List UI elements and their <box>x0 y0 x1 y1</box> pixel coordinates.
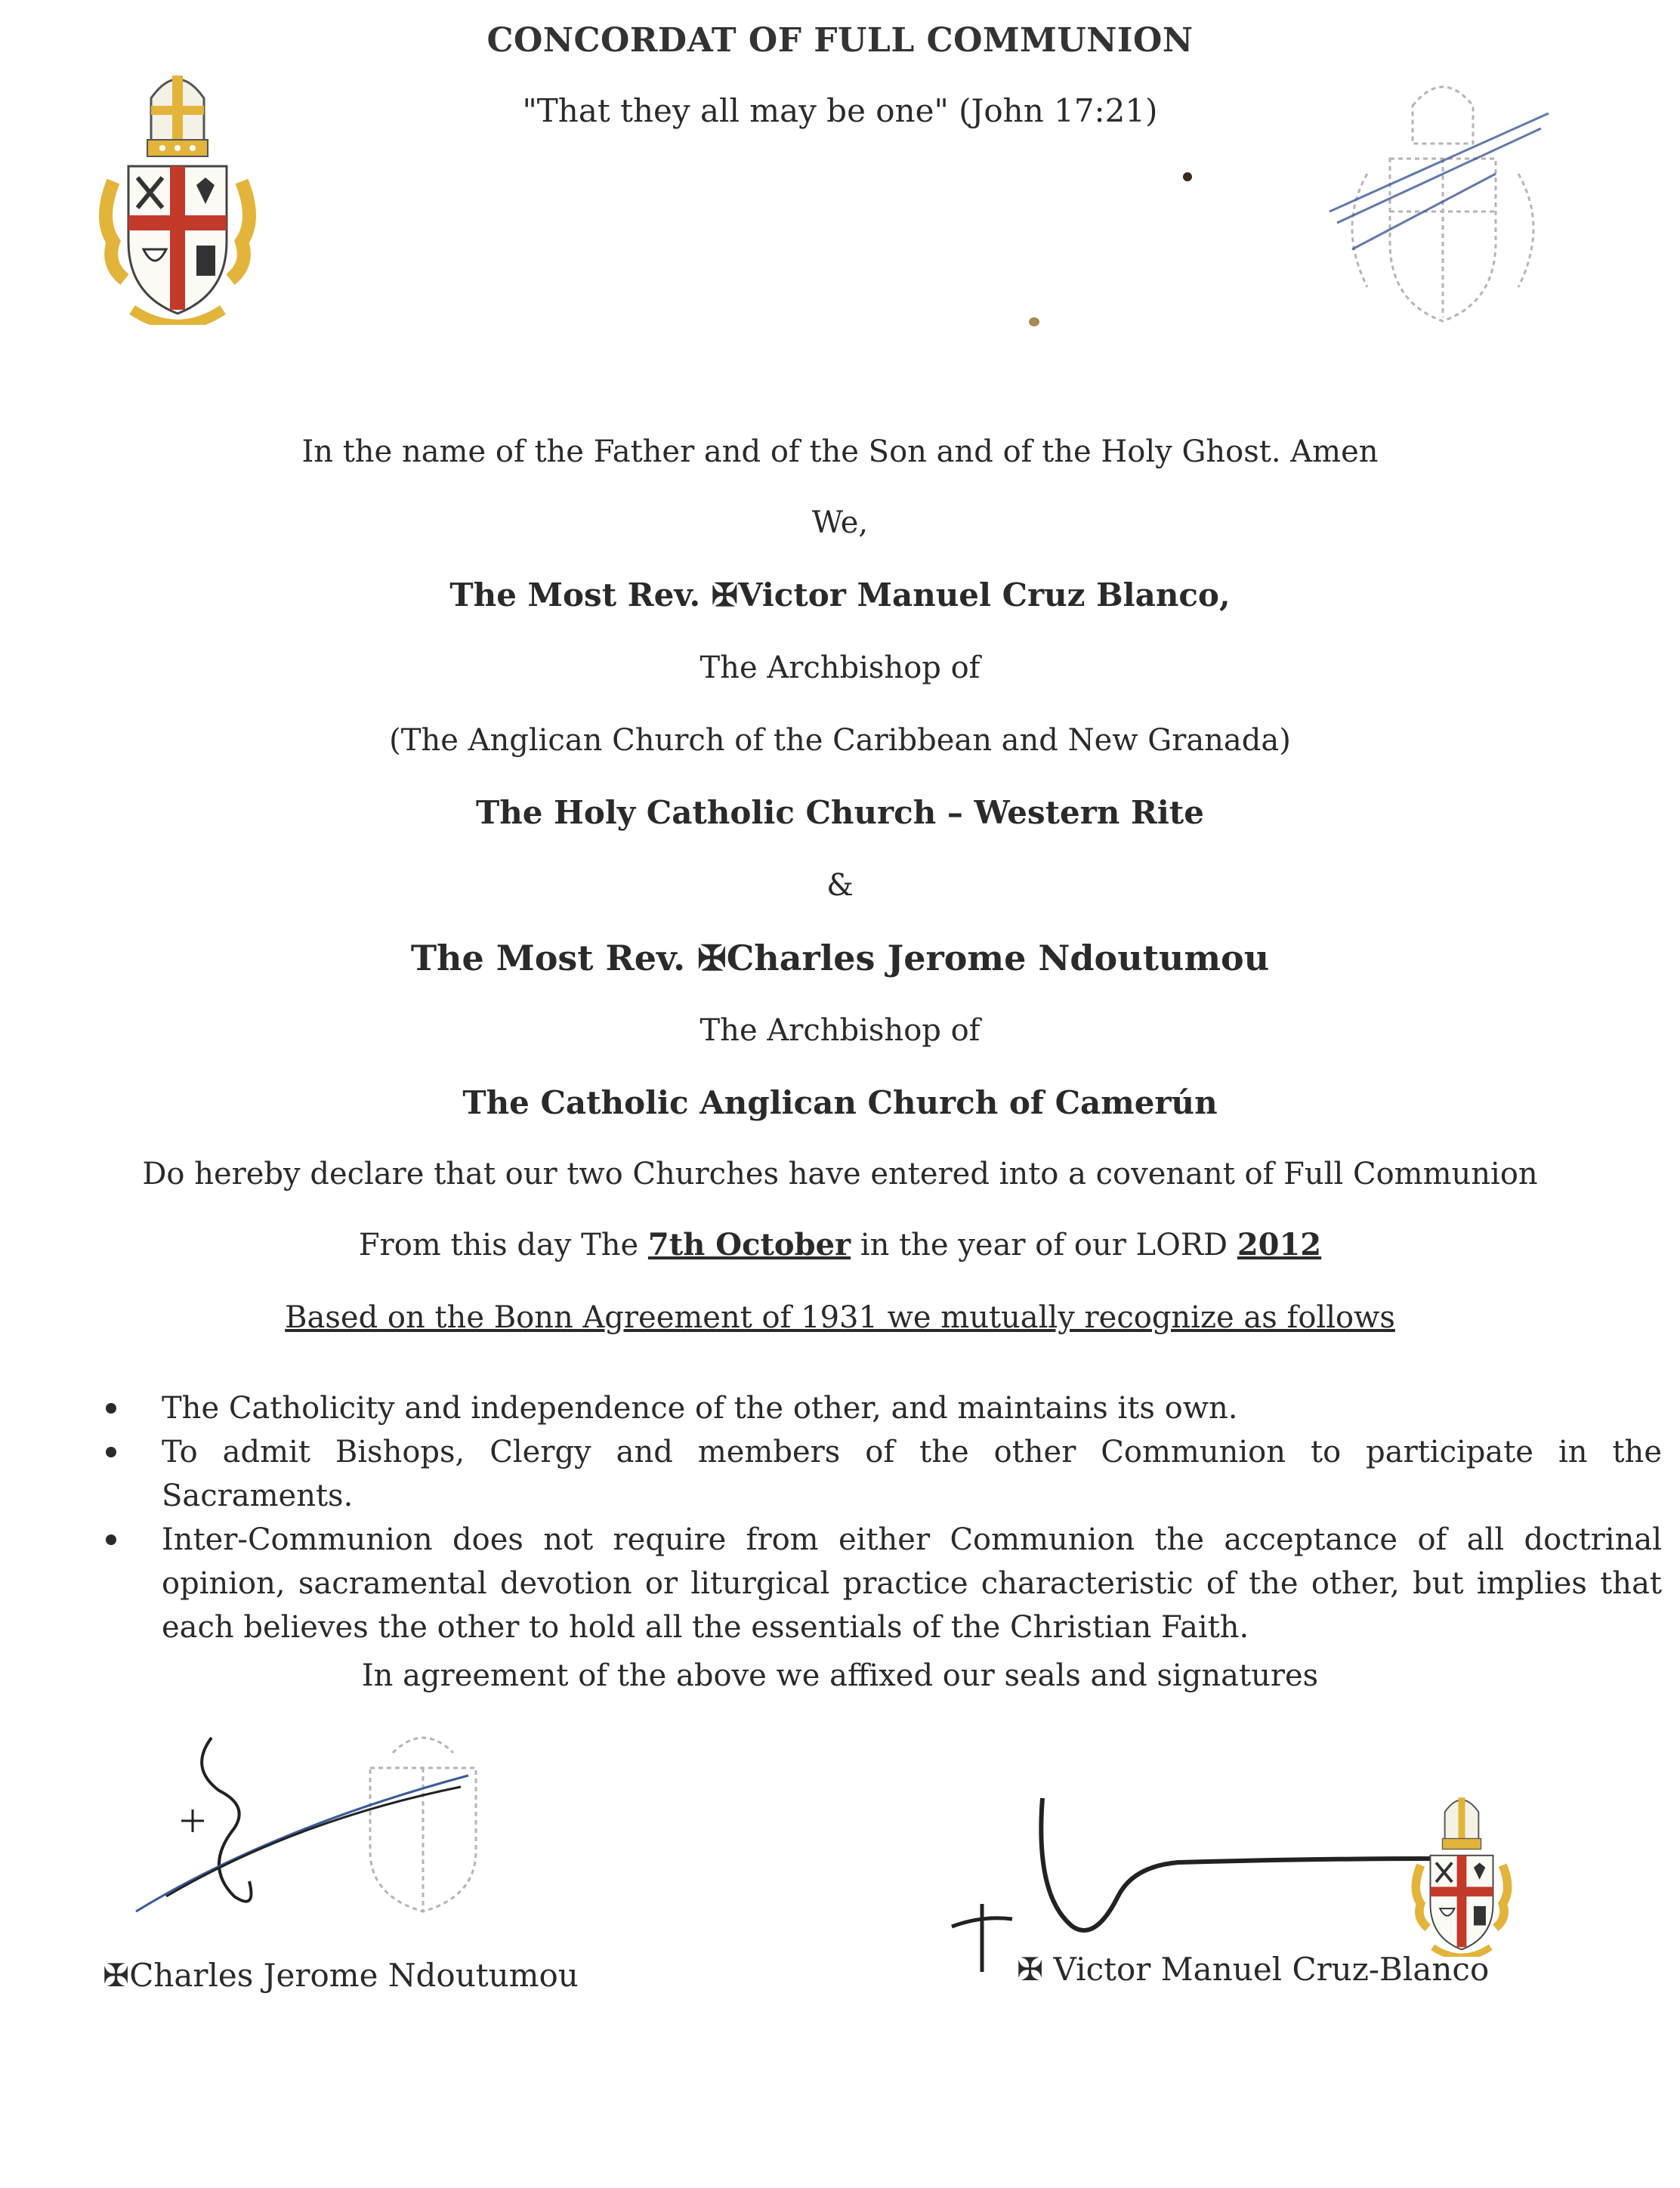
party2-role: The Archbishop of <box>699 1013 981 1048</box>
party1-church-alt: The Holy Catholic Church – Western Rite <box>476 794 1204 831</box>
signatory-right-name: ✠ Victor Manuel Cruz-Blanco <box>1017 1951 1490 1988</box>
date-middle: in the year of our LORD <box>860 1228 1228 1262</box>
paper-speck <box>1183 172 1192 181</box>
basis-line: Based on the Bonn Agreement of 1931 we mutually recognize as follows <box>285 1300 1395 1335</box>
date-year: 2012 <box>1237 1227 1322 1262</box>
document-title: CONCORDAT OF FULL COMMUNION <box>486 21 1194 60</box>
closing-line: In agreement of the above we affixed our seals and signatures <box>361 1658 1319 1693</box>
list-item: To admit Bishops, Clergy and members of the other Communion to participate in the Sacraments. <box>106 1430 1662 1518</box>
party2-name: The Most Rev. ✠Charles Jerome Ndoutumou <box>410 938 1270 978</box>
declaration-line: Do hereby declare that our two Churches have entered into a covenant of Full Communion <box>142 1157 1538 1191</box>
recognition-list <box>106 1386 1662 1649</box>
bullet-icon <box>106 1447 116 1457</box>
invocation-line: In the name of the Father and of the Son and of the Holy Ghost. Amen <box>301 434 1379 469</box>
bullet-icon <box>106 1403 116 1414</box>
signatory-left-name: ✠Charles Jerome Ndoutumou <box>103 1957 579 1994</box>
document-motto: "That they all may be one" (John 17:21) <box>522 92 1158 129</box>
coat-of-arms-bottom-right <box>1405 1783 1518 1957</box>
party1-church: (The Anglican Church of the Caribbean and New Granada) <box>389 723 1291 758</box>
paper-speck <box>1029 317 1039 326</box>
date-line <box>0 1225 1680 1265</box>
handwritten-signature-icon <box>121 1723 514 1919</box>
signature-left <box>121 1723 514 1919</box>
coat-of-arms-icon <box>1405 1783 1518 1957</box>
party1-name: The Most Rev. ✠Victor Manuel Cruz Blanco, <box>449 576 1231 613</box>
we-line: We, <box>811 505 869 540</box>
list-item: Inter-Communion does not require from either Communion the acceptance of all doctrinal opinion, sacramental devotion or liturgical practice characteristic of the other, but implies that each believes the other to hold all the essentials of the Christian Faith. <box>106 1518 1662 1649</box>
list-item: The Catholicity and independence of the other, and maintains its own. <box>106 1386 1662 1430</box>
bullet-icon <box>106 1534 116 1545</box>
date-prefix: From this day The <box>358 1228 639 1262</box>
party1-role: The Archbishop of <box>699 651 981 685</box>
ampersand: & <box>826 868 854 903</box>
party2-church: The Catholic Anglican Church of Camerún <box>462 1084 1218 1121</box>
date-day: 7th October <box>647 1227 851 1262</box>
